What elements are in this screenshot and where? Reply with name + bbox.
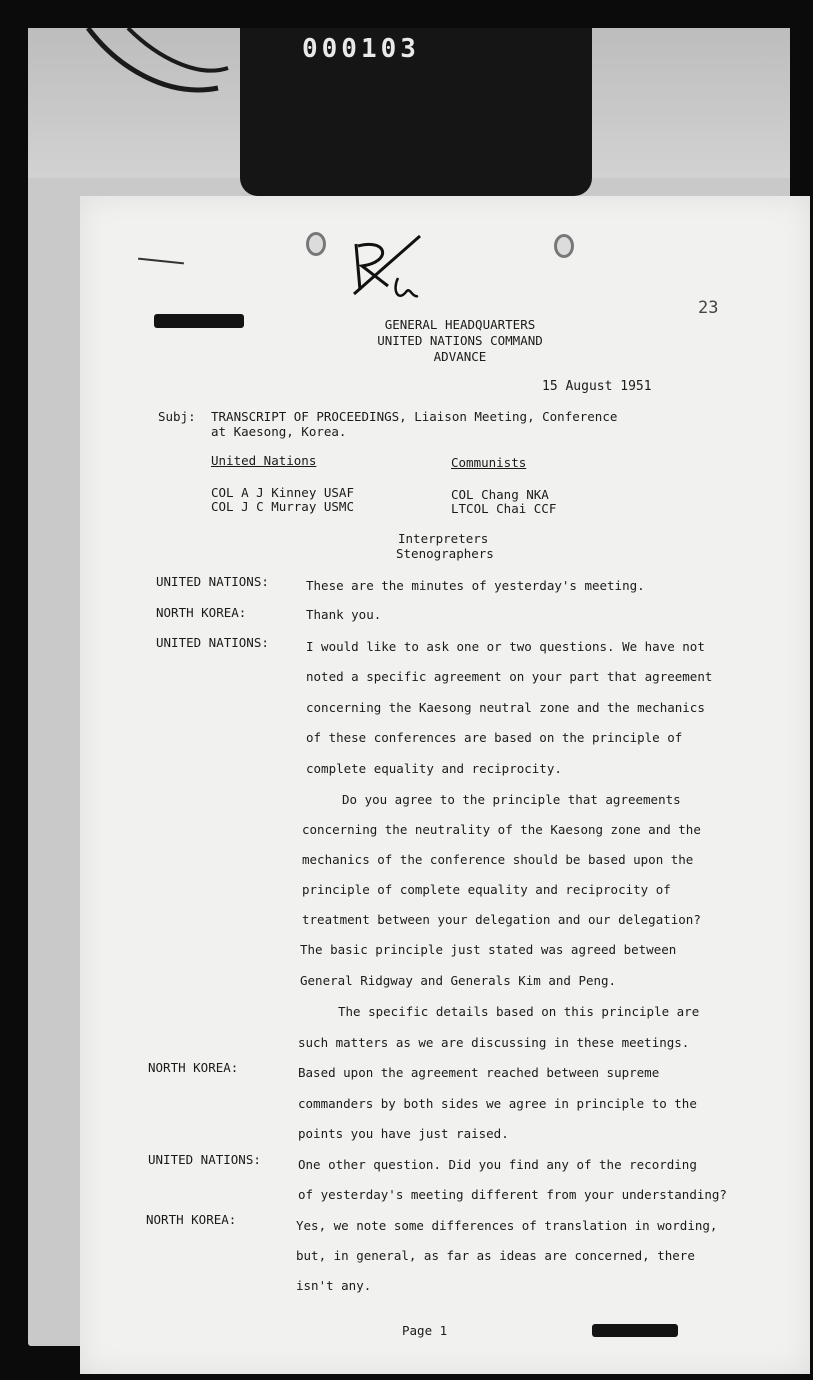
- un-heading: United Nations: [211, 453, 317, 468]
- handwriting-note-text: R/k: [348, 232, 350, 233]
- transcript-line: but, in general, as far as ideas are concerned, there: [296, 1248, 695, 1263]
- un-member: COL A J Kinney USAF: [211, 485, 354, 500]
- document-page: [80, 196, 810, 1374]
- un-member: COL J C Murray USMC: [211, 499, 354, 514]
- transcript-line: Thank you.: [306, 607, 382, 622]
- transcript-line: These are the minutes of yesterday's meeting.: [306, 578, 645, 593]
- transcript-line: The specific details based on this principle are: [338, 1004, 700, 1019]
- transcript-line: concerning the neutrality of the Kaesong zone and the: [302, 822, 701, 837]
- staff-stenographers: Stenographers: [396, 546, 494, 561]
- speaker-label: NORTH KOREA:: [146, 1212, 237, 1227]
- subject-line-1: TRANSCRIPT OF PROCEEDINGS, Liaison Meeting, Conference: [211, 409, 618, 424]
- transcript-line: Based upon the agreement reached between supreme: [298, 1065, 660, 1080]
- transcript-line: Yes, we note some differences of translation in wording,: [296, 1218, 718, 1233]
- transcript-line: The basic principle just stated was agreed between: [300, 942, 677, 957]
- transcript-line: One other question. Did you find any of the recording: [298, 1157, 697, 1172]
- transcript-line: noted a specific agreement on your part that agreement: [306, 669, 713, 684]
- transcript-line: concerning the Kaesong neutral zone and the mechanics: [306, 700, 705, 715]
- speaker-label: NORTH KOREA:: [156, 605, 247, 620]
- punch-hole-right: [554, 234, 574, 258]
- speaker-label: UNITED NATIONS:: [148, 1152, 261, 1167]
- subject-line-2: at Kaesong, Korea.: [211, 424, 347, 439]
- transcript-line: points you have just raised.: [298, 1126, 509, 1141]
- staff-interpreters: Interpreters: [398, 531, 489, 546]
- page-sequence-mark: 23: [698, 298, 719, 318]
- speaker-label: UNITED NATIONS:: [156, 574, 269, 589]
- classification-redaction-bottom: [592, 1324, 678, 1337]
- transcript-line: commanders by both sides we agree in principle to the: [298, 1096, 697, 1111]
- speaker-label: NORTH KOREA:: [148, 1060, 239, 1075]
- communist-heading: Communists: [451, 455, 527, 470]
- communist-member: LTCOL Chai CCF: [451, 501, 557, 516]
- frame-counter-digits: 000103: [302, 34, 420, 64]
- transcript-line: complete equality and reciprocity.: [306, 761, 562, 776]
- header-line-1: GENERAL HEADQUARTERS: [384, 317, 536, 332]
- transcript-line: I would like to ask one or two questions. We have not: [306, 639, 705, 654]
- speaker-label: UNITED NATIONS:: [156, 635, 269, 650]
- transcript-line: mechanics of the conference should be based upon the: [302, 852, 694, 867]
- transcript-line: Do you agree to the principle that agreements: [342, 792, 681, 807]
- page-footer: Page 1: [402, 1323, 448, 1338]
- header-line-2: UNITED NATIONS COMMAND: [377, 333, 543, 348]
- subject-label: Subj:: [158, 409, 196, 424]
- communist-member: COL Chang NKA: [451, 487, 549, 502]
- microfilm-frame: [28, 28, 790, 1346]
- header-line-3: ADVANCE: [433, 349, 487, 364]
- cable-graphic: [28, 28, 268, 148]
- pen-mark: [138, 258, 184, 265]
- transcript-line: of these conferences are based on the principle of: [306, 730, 683, 745]
- transcript-line: such matters as we are discussing in these meetings.: [298, 1035, 690, 1050]
- frame-counter: [240, 28, 592, 196]
- transcript-line: of yesterday's meeting different from your understanding?: [298, 1187, 727, 1202]
- transcript-line: principle of complete equality and reciprocity of: [302, 882, 671, 897]
- punch-hole-left: [306, 232, 326, 256]
- transcript-line: treatment between your delegation and our delegation?: [302, 912, 701, 927]
- transcript-line: General Ridgway and Generals Kim and Peng.: [300, 973, 617, 988]
- transcript-line: isn't any.: [296, 1278, 372, 1293]
- handwritten-initials: [348, 232, 428, 308]
- document-date: 15 August 1951: [542, 379, 652, 394]
- classification-redaction-top: [154, 314, 244, 328]
